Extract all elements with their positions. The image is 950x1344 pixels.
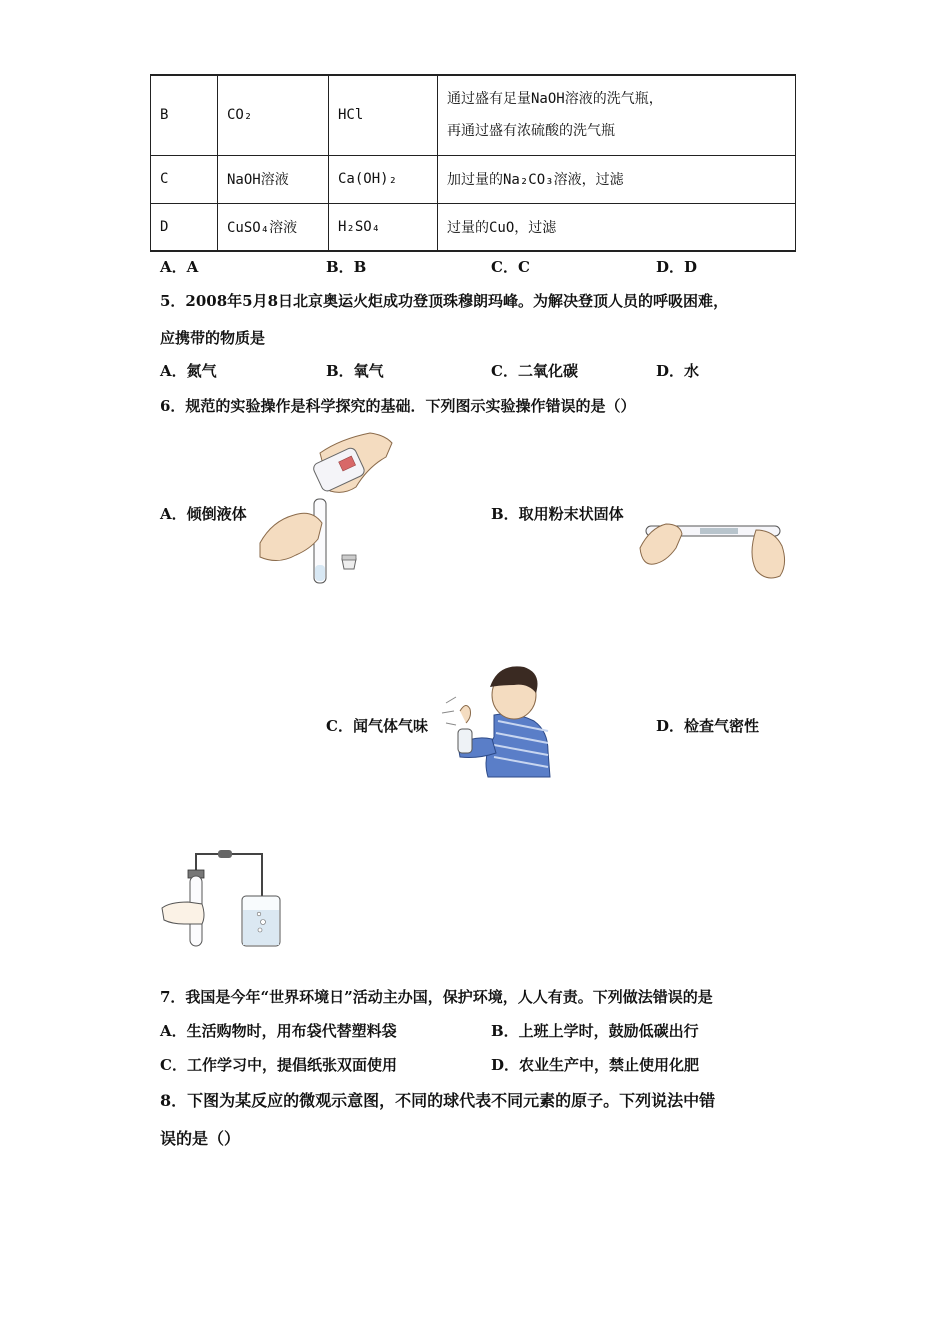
q6-option-b: B．取用粉末状固体 (491, 505, 624, 523)
q5-option-c: C．二氧化碳 (491, 362, 578, 380)
row-label: C (151, 155, 218, 203)
reagent-table (150, 74, 796, 252)
q6-stem: 6．规范的实验操作是科学探究的基础．下列图示实验操作错误的是（） (160, 397, 636, 415)
method-line: 通过盛有足量NaOH溶液的洗气瓶， (447, 91, 663, 108)
table-row (151, 75, 796, 155)
q4-option-d: D．D (656, 258, 698, 276)
method-line: 再通过盛有浓硫酸的洗气瓶 (447, 123, 615, 140)
pouring-liquid-figure (258, 425, 398, 590)
q5-stem-line2: 应携带的物质是 (160, 329, 266, 347)
airtightness-check-figure (160, 848, 285, 950)
row-label: D (151, 203, 218, 251)
q5-option-d: D．水 (656, 362, 700, 380)
q6-option-a: A．倾倒液体 (160, 505, 247, 523)
q5-stem-line1: 5．2008年5月8日北京奥运火炬成功登顶珠穆朗玛峰。为解决登顶人员的呼吸困难， (160, 292, 729, 310)
impurity-cell: H₂SO₄ (329, 203, 438, 251)
q4-option-b: B．B (326, 258, 367, 276)
q8-stem-line2: 误的是（） (160, 1129, 241, 1148)
q7-option-b: B．上班上学时，鼓励低碳出行 (491, 1022, 699, 1040)
q5-option-a: A．氮气 (160, 362, 217, 380)
impurity-cell: Ca(OH)₂ (329, 155, 438, 203)
q4-option-a: A．A (160, 258, 199, 276)
smelling-gas-figure (438, 663, 553, 778)
q5-option-b: B．氧气 (326, 362, 384, 380)
q7-stem: 7．我国是今年“世界环境日”活动主办国，保护环境，人人有责。下列做法错误的是 (160, 988, 713, 1006)
method-cell: 加过量的Na₂CO₃溶液，过滤 (438, 155, 796, 203)
q6-option-c: C．闻气体气味 (326, 717, 428, 735)
table-row (151, 155, 796, 203)
q7-option-c: C．工作学习中，提倡纸张双面使用 (160, 1056, 397, 1074)
q7-option-d: D．农业生产中，禁止使用化肥 (491, 1056, 700, 1074)
q6-option-d: D．检查气密性 (656, 717, 760, 735)
substance-cell: CuSO₄溶液 (218, 203, 329, 251)
method-cell (438, 75, 796, 155)
q8-stem-line1: 8．下图为某反应的微观示意图，不同的球代表不同元素的原子。下列说法中错 (160, 1091, 716, 1110)
q4-option-c: C．C (491, 258, 530, 276)
impurity-cell: HCl (329, 75, 438, 155)
q7-option-a: A．生活购物时，用布袋代替塑料袋 (160, 1022, 397, 1040)
substance-cell: NaOH溶液 (218, 155, 329, 203)
substance-cell: CO₂ (218, 75, 329, 155)
table-row (151, 203, 796, 251)
row-label: B (151, 75, 218, 155)
method-cell: 过量的CuO，过滤 (438, 203, 796, 251)
powder-sampling-figure (638, 510, 788, 585)
